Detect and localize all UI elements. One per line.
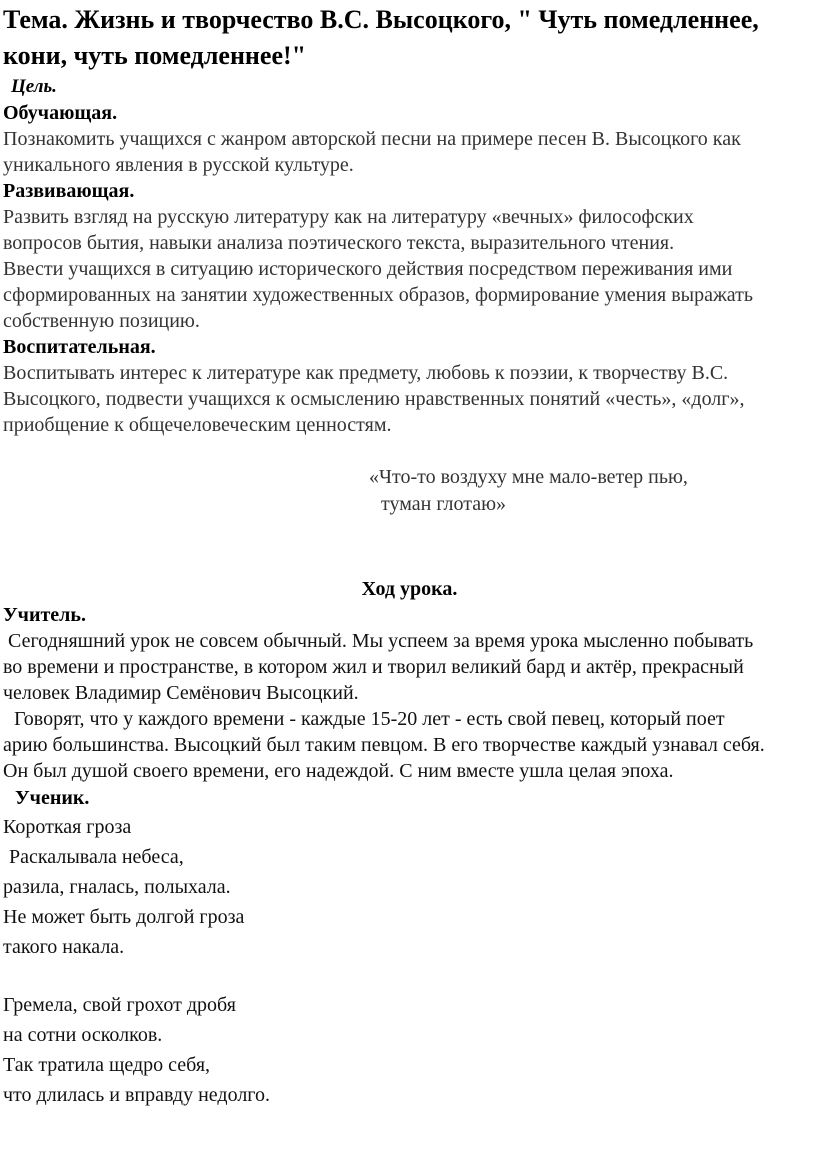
stanza-gap	[3, 962, 816, 990]
teaching-text: Познакомить учащихся с жанром авторской песни на примере песен В. Высоцкого как уникального явления в русской культуре.	[3, 128, 741, 176]
teacher-paragraph-2: Говорят, что у каждого времени - каждые 15-20 лет - есть свой певец, который поет арию большинства. Высоцкий был таким певцом. В его творчестве каждый узнавал себя. Он был душой своего времени, его надеждой. С ним вместе ушла целая эпоха.	[3, 708, 765, 782]
poem-line: что длилась и вправду недолго.	[3, 1084, 271, 1106]
poem-line: на сотни осколков.	[3, 1024, 163, 1046]
poem-stanza-1	[3, 812, 816, 962]
upbringing-heading: Воспитательная.	[3, 336, 156, 358]
developing-heading: Развивающая.	[3, 180, 135, 202]
teacher-heading: Учитель.	[3, 604, 86, 626]
page-title: Тема. Жизнь и творчество В.С. Высоцкого, " Чуть помедленнее, кони, чуть помедленнее!"	[3, 5, 759, 70]
student-heading: Ученик.	[15, 787, 90, 809]
epigraph	[369, 464, 816, 518]
poem-line: Гремела, свой грохот дробя	[3, 994, 236, 1016]
poem-line: Так тратила щедро себя,	[3, 1054, 211, 1076]
poem-line: Не может быть долгой гроза	[3, 906, 245, 928]
epigraph-line-2: туман глотаю»	[381, 493, 507, 515]
teacher-paragraph-1: Сегодняшний урок не совсем обычный. Мы успеем за время урока мысленно побывать во времени и пространстве, в котором жил и творил великий бард и актёр, прекрасный человек Владимир Семёнович Высоцкий.	[3, 630, 754, 704]
developing-text: Развить взгляд на русскую литературу как на литературу «вечных» философских вопросов бытия, навыки анализа поэтического текста, выразительного чтения.	[3, 206, 694, 254]
teaching-heading: Обучающая.	[3, 102, 118, 124]
goal-label: Цель.	[11, 76, 57, 97]
poem-line: разила, гналась, полыхала.	[3, 876, 231, 898]
poem-line: Короткая гроза	[3, 816, 132, 838]
poem-line: такого накала.	[3, 936, 125, 958]
upbringing-text: Воспитывать интерес к литературе как предмету, любовь к поэзии, к творчеству В.С. Высоцкого, подвести учащихся к осмыслению нравственных понятий «честь», «долг», приобщение к общечеловеческим ценностям.	[3, 362, 745, 436]
lesson-heading: Ход урока.	[361, 578, 458, 600]
poem-line: Раскалывала небеса,	[9, 846, 184, 868]
developing-text-2: Ввести учащихся в ситуацию исторического действия посредством переживания ими сформированных на занятии художественных образов, формирование умения выражать собственную позицию.	[3, 258, 753, 332]
epigraph-line-1: «Что-то воздуху мне мало-ветер пью,	[369, 466, 688, 488]
poem-stanza-2	[3, 990, 816, 1110]
